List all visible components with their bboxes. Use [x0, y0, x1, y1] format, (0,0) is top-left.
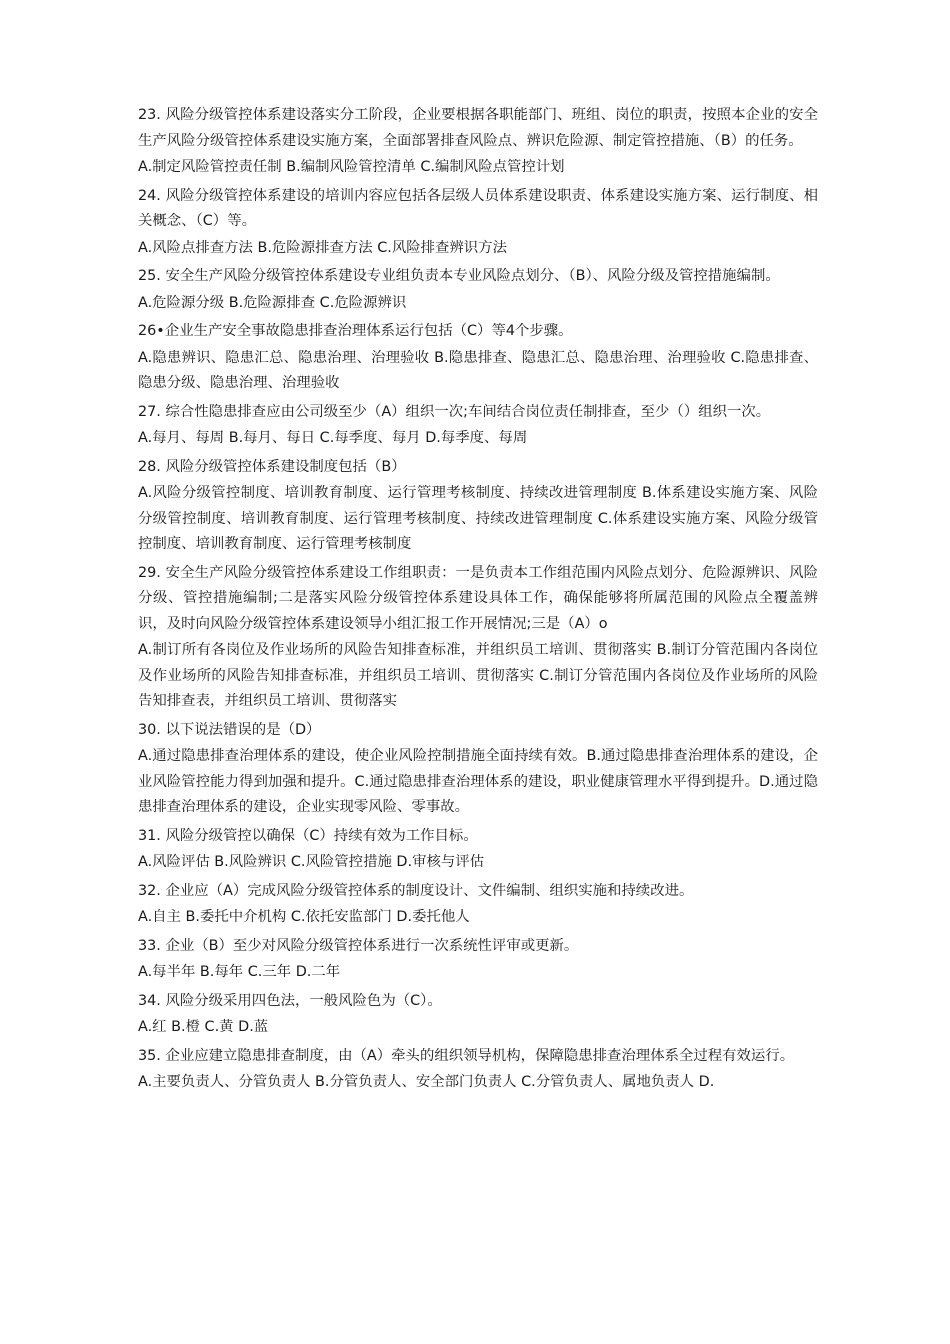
options-24: A.风险点排查方法 B.危险源排查方法 C.风险排查辨识方法	[138, 239, 507, 256]
options-25: A.危险源分级 B.危险源排查 C.危险源辨识	[138, 294, 407, 311]
question-31: 31. 风险分级管控以确保（C）持续有效为工作目标。	[138, 827, 478, 844]
question-29: 29. 安全生产风险分级管控体系建设工作组职责：一是负责本工作组范围内风险点划分、危险源辨识、风险分级、管控措施编制;二是落实风险分级管控体系建设具体工作，确保能够将所属范围的风险点全覆盖辨识，及时向风险分级管控体系建设领导小组汇报工作开展情况;三是（A）o	[138, 564, 818, 632]
options-35: A.主要负责人、分管负责人 B.分管负责人、安全部门负责人 C.分管负责人、属地负责人 D.	[138, 1074, 715, 1090]
options-23: A.制定风险管控责任制 B.编制风险管控清单 C.编制风险点管控计划	[138, 159, 565, 175]
question-26: 26•企业生产安全事故隐患排查治理体系运行包括（C）等4个步骤。	[138, 323, 573, 339]
question-35: 35. 企业应建立隐患排查制度，由（A）牵头的组织领导机构，保障隐患排查治理体系全过程有效运行。	[138, 1047, 795, 1064]
question-27: 27. 综合性隐患排查应由公司级至少（A）组织一次;车间结合岗位责任制排查，至少（）组织一次。	[138, 403, 771, 420]
options-34: A.红 B.橙 C.黄 D.蓝	[138, 1019, 269, 1035]
question-28: 28. 风险分级管控体系建设制度包括（B）	[138, 458, 406, 475]
question-25: 25. 安全生产风险分级管控体系建设专业组负责本专业风险点划分、（B）、风险分级及管控措施编制。	[138, 268, 780, 284]
question-32: 32. 企业应（A）完成风险分级管控体系的制度设计、文件编制、组织实施和持续改进。	[138, 882, 694, 899]
options-26: A.隐患辨识、隐患汇总、隐患治理、治理验收 B.隐患排查、隐患汇总、隐患治理、治理验收 C.隐患排查、隐患分级、隐患治理、治理验收	[138, 349, 818, 391]
question-33: 33. 企业（B）至少对风险分级管控体系进行一次系统性评审或更新。	[138, 937, 579, 954]
question-34: 34. 风险分级采用四色法，一般风险色为（C）。	[138, 992, 442, 1009]
options-27: A.每月、每周 B.每月、每日 C.每季度、每月 D.每季度、每周	[138, 430, 528, 446]
options-28: A.风险分级管控制度、培训教育制度、运行管理考核制度、持续改进管理制度 B.体系建设实施方案、风险分级管控制度、培训教育制度、运行管理考核制度、持续改进管理制度 C.体系建设实施方案、风险分级管控制度、培训教育制度、运行管理考核制度	[138, 485, 818, 552]
options-30: A.通过隐患排查治理体系的建设，使企业风险控制措施全面持续有效。B.通过隐患排查治理体系的建设，企业风险管控能力得到加强和提升。C.通过隐患排查治理体系的建设，职业健康管理水平得到提升。D.通过隐患排查治理体系的建设，企业实现零风险、零事故。	[138, 748, 818, 815]
question-23: 23. 风险分级管控体系建设落实分工阶段，企业要根据各职能部门、班组、岗位的职责，按照本企业的安全生产风险分级管控体系建设实施方案，全面部署排查风险点、辨识危险源、制定管控措施、（B）的任务。	[138, 107, 818, 149]
options-31: A.风险评估 B.风险辨识 C.风险管控措施 D.审核与评估	[138, 854, 485, 870]
document-page	[138, 103, 818, 1099]
options-33: A.每半年 B.每年 C.三年 D.二年	[138, 964, 341, 980]
options-29: A.制订所有各岗位及作业场所的风险告知排查标准，并组织员工培训、贯彻落实 B.制订分管范围内各岗位及作业场所的风险告知排查标准，并组织员工培训、贯彻落实 C.制订分管范围内各岗位及作业场所的风险告知排查表，并组织员工培训、贯彻落实	[138, 642, 818, 709]
options-32: A.自主 B.委托中介机构 C.依托安监部门 D.委托他人	[138, 909, 470, 925]
question-30: 30. 以下说法错误的是（D）	[138, 721, 321, 738]
question-24: 24. 风险分级管控体系建设的培训内容应包括各层级人员体系建设职责、体系建设实施方案、运行制度、相关概念、（C）等。	[138, 187, 818, 229]
